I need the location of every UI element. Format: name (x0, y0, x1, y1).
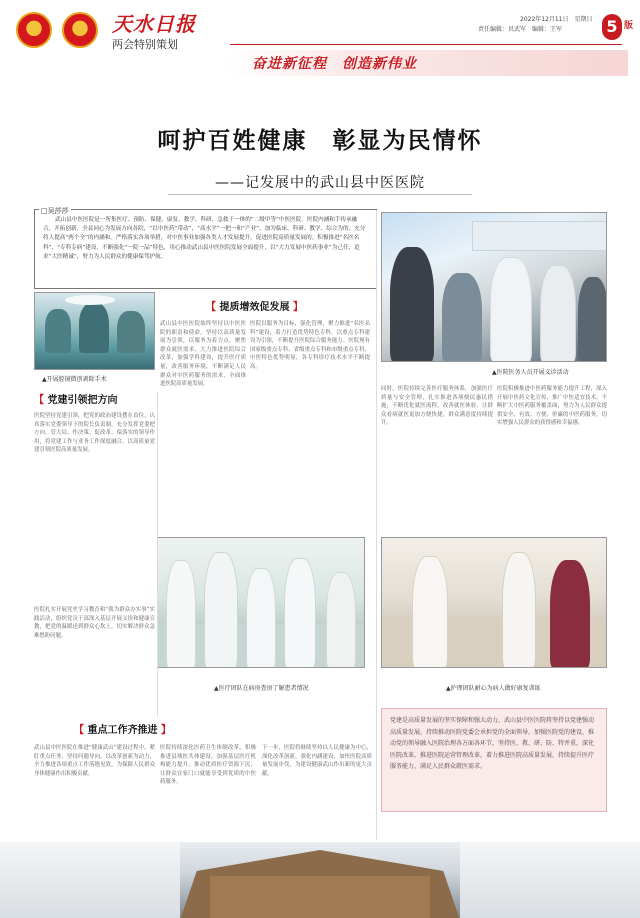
banner-background (472, 221, 607, 251)
bracket-close: 】 (160, 725, 171, 736)
doctor-figure (204, 552, 238, 668)
body-column: 下一步，医院将继续坚持以人民健康为中心，深化改革创新，强化内涵建设，加快医院高质量发展步伐，为建设健康武山作出新的更大贡献。 (262, 745, 372, 777)
body-column: 武山县中医医院在推进“健康武山”建设过程中，紧盯重点任务，坚持问题导向，以改革创新为动力，全力推进各项重点工作落地见效，为保障人民群众身体健康作出积极贡献。 (34, 745, 155, 777)
subheadline: ——记发展中的武山县中医医院 (215, 175, 425, 191)
surgeon-figure (79, 303, 109, 353)
body-column: 武山县中医医院始终坚持以中医医院的职责和使命，坚持以高质量发展为引领，以服务为着力点，聚焦群众就医需求，大力推进医院综合改革，加强学科建设，提升医疗质量，改善服务环境，不断满足人民群众对中医药服务的需求，全面推进医院高质量发展。 (160, 321, 246, 388)
body-column: 医院扎实开展党史学习教育和“我为群众办实事”实践活动，组织党员干部深入基层开展义诊和健康宣教，把党的温暖送到群众心坎上，切实解决群众急难愁盼问题。 (34, 607, 155, 639)
sky-right (460, 842, 640, 918)
ward-right-caption: ▲护理团队耐心为病人做好康复训练 (446, 685, 541, 692)
nurse-figure (490, 257, 532, 362)
doctor-figure (390, 247, 434, 362)
body-column: 同时，医院持续完善医疗服务体系，加强医疗质量与安全管理，扎实推进各项便民惠民措施，不断优化就医流程，改善就医体验，让群众看病就医更加方便快捷，群众满意度持续提升。 (381, 386, 493, 427)
closing-text: 党建是高质量发展的坚实保障和强大动力，武山县中医医院将坚持以党建强动高质量发展，持续推动医院党委会承担党的全面领导，加强医院党的建设，推动党的领导融入医院治理各方面各环节，坚持医、教、研、防、特并重，深化医院改革，推进医院运营管理改革，着力推进医院高质量发展，持续提升医疗服务能力，满足人民群众就医需求。 (390, 717, 595, 770)
party-emblem-icon (62, 12, 98, 48)
surgical-lamp (65, 295, 115, 305)
headline: 呵护百姓健康 彰显为民情怀 (157, 128, 483, 154)
issue-editors: 责任编辑：贝武军 编辑：王军 (478, 26, 563, 33)
masthead-rule (230, 44, 622, 45)
newspaper-title: 天水日报 (112, 12, 196, 36)
body-column: 医院以服务为目标，强化管理，聚力推进“名医名科”建设，着力打造优势特色专科，以重点专科建设为引领，不断提升医院综合服务能力。医院现有国家级重点专科、省级重点专科和市级重点专科，中医特色优势明显，各专科诊疗技术水平不断提高。 (250, 321, 370, 370)
issue-date: 2022年12月11日 星期日 (520, 16, 593, 23)
section-head-priority (74, 721, 171, 735)
body-column: 医院积极推进中医药服务能力提升工程，深入开展中医药文化宣传，推广中医适宜技术，不断扩大中医药服务覆盖面，努力为人民群众提供安全、有效、方便、价廉的中医药服务，切实增强人民群众的获得感和幸福感。 (497, 386, 607, 427)
nurse-figure (412, 556, 448, 668)
surgery-photo (34, 292, 155, 370)
bracket-open: 【 (74, 725, 84, 736)
page-number-badge: 5 (602, 14, 622, 40)
doctor-figure (246, 568, 276, 668)
surgery-photo-caption: ▲开展腔镜微创剥除手术 (42, 376, 107, 383)
body-column: 医院持续深化医药卫生体制改革，积极推进县域医共体建设，加强基层医疗机构能力提升，推动优质医疗资源下沉，让群众在家门口就能享受到优质的中医药服务。 (160, 745, 256, 786)
nurse-figure (540, 265, 576, 362)
nurse-figure (326, 572, 356, 668)
ward-left-caption: ▲医疗团队在病房查房了解患者情况 (214, 685, 309, 692)
section-head-priority-label: 重点工作齐推进 (87, 725, 158, 736)
bracket-close: 】 (292, 302, 303, 313)
bracket-open: 【 (206, 302, 216, 313)
section-head-party-label: 党建引领把方向 (47, 395, 118, 406)
surgeon-figure (45, 309, 71, 353)
sky-left (0, 842, 180, 918)
hospital-building-photo (0, 842, 640, 918)
free-clinic-photo (381, 212, 607, 362)
column-rule (376, 210, 377, 840)
subheadline-rule (168, 194, 472, 195)
closing-box (381, 708, 607, 812)
building-facade (210, 876, 430, 918)
column-rule (157, 392, 158, 717)
patient-figure (578, 277, 607, 362)
section-head-quality-label: 提质增效促发展 (219, 302, 290, 313)
lead-text: 武山县中医医院是一所集医疗、预防、保健、康复、教学、科研、急救于一体的“二级甲等”中医医院。医院内涵和手传承融合，开拓创新，全县同心为发展方向各院，“以中医药”带动”，“高水平”一把一和“产业”，加为临床、科研、教学、综合为的、充分将人提高“两个全”的内涵和。严格落实各项举措，对中医事业加强各类人才发展提升，促进医院高质量发展的。积极推进“名医名科”、“专科专病”建设，不断强化“一院一品”特色，用心推动武山县中医医院发展全面提升，以“大力发展中医药事业”为己任，追求“大医精诚”，努力为人民群众的健康保驾护航。 (43, 217, 366, 260)
patient-figure (550, 560, 590, 668)
page-number-unit: 版 (624, 21, 634, 31)
bracket-open: 【 (34, 395, 44, 406)
author-label: □吴莎莎 (41, 207, 69, 215)
rehab-training-photo (381, 537, 607, 668)
lead-box (34, 209, 377, 289)
section-head-quality (206, 298, 303, 312)
slogan-text: 奋进新征程 创造新伟业 (252, 56, 417, 72)
patient-figure (442, 273, 482, 362)
nurse-figure (502, 552, 536, 668)
national-emblem-icon (16, 12, 52, 48)
ward-rounds-photo (157, 537, 365, 668)
surgeon-figure (117, 311, 145, 353)
clinic-photo-caption: ▲医院医务人员开展义诊活动 (492, 369, 569, 376)
section-head-party (34, 391, 117, 405)
body-column: 医院坚持党建引领，把党的政治建设摆在首位，认真落实党委领导下的院长负责制，充分发挥党委把方向、管大局、作决策、促改革、保落实的领导作用，将党建工作与业务工作深度融合，以高质量党建引领医院高质量发展。 (34, 413, 155, 454)
slogan-banner (228, 50, 628, 76)
special-edition-label: 两会特别策划 (112, 38, 178, 51)
nurse-figure (284, 558, 316, 668)
doctor-figure (166, 560, 196, 668)
